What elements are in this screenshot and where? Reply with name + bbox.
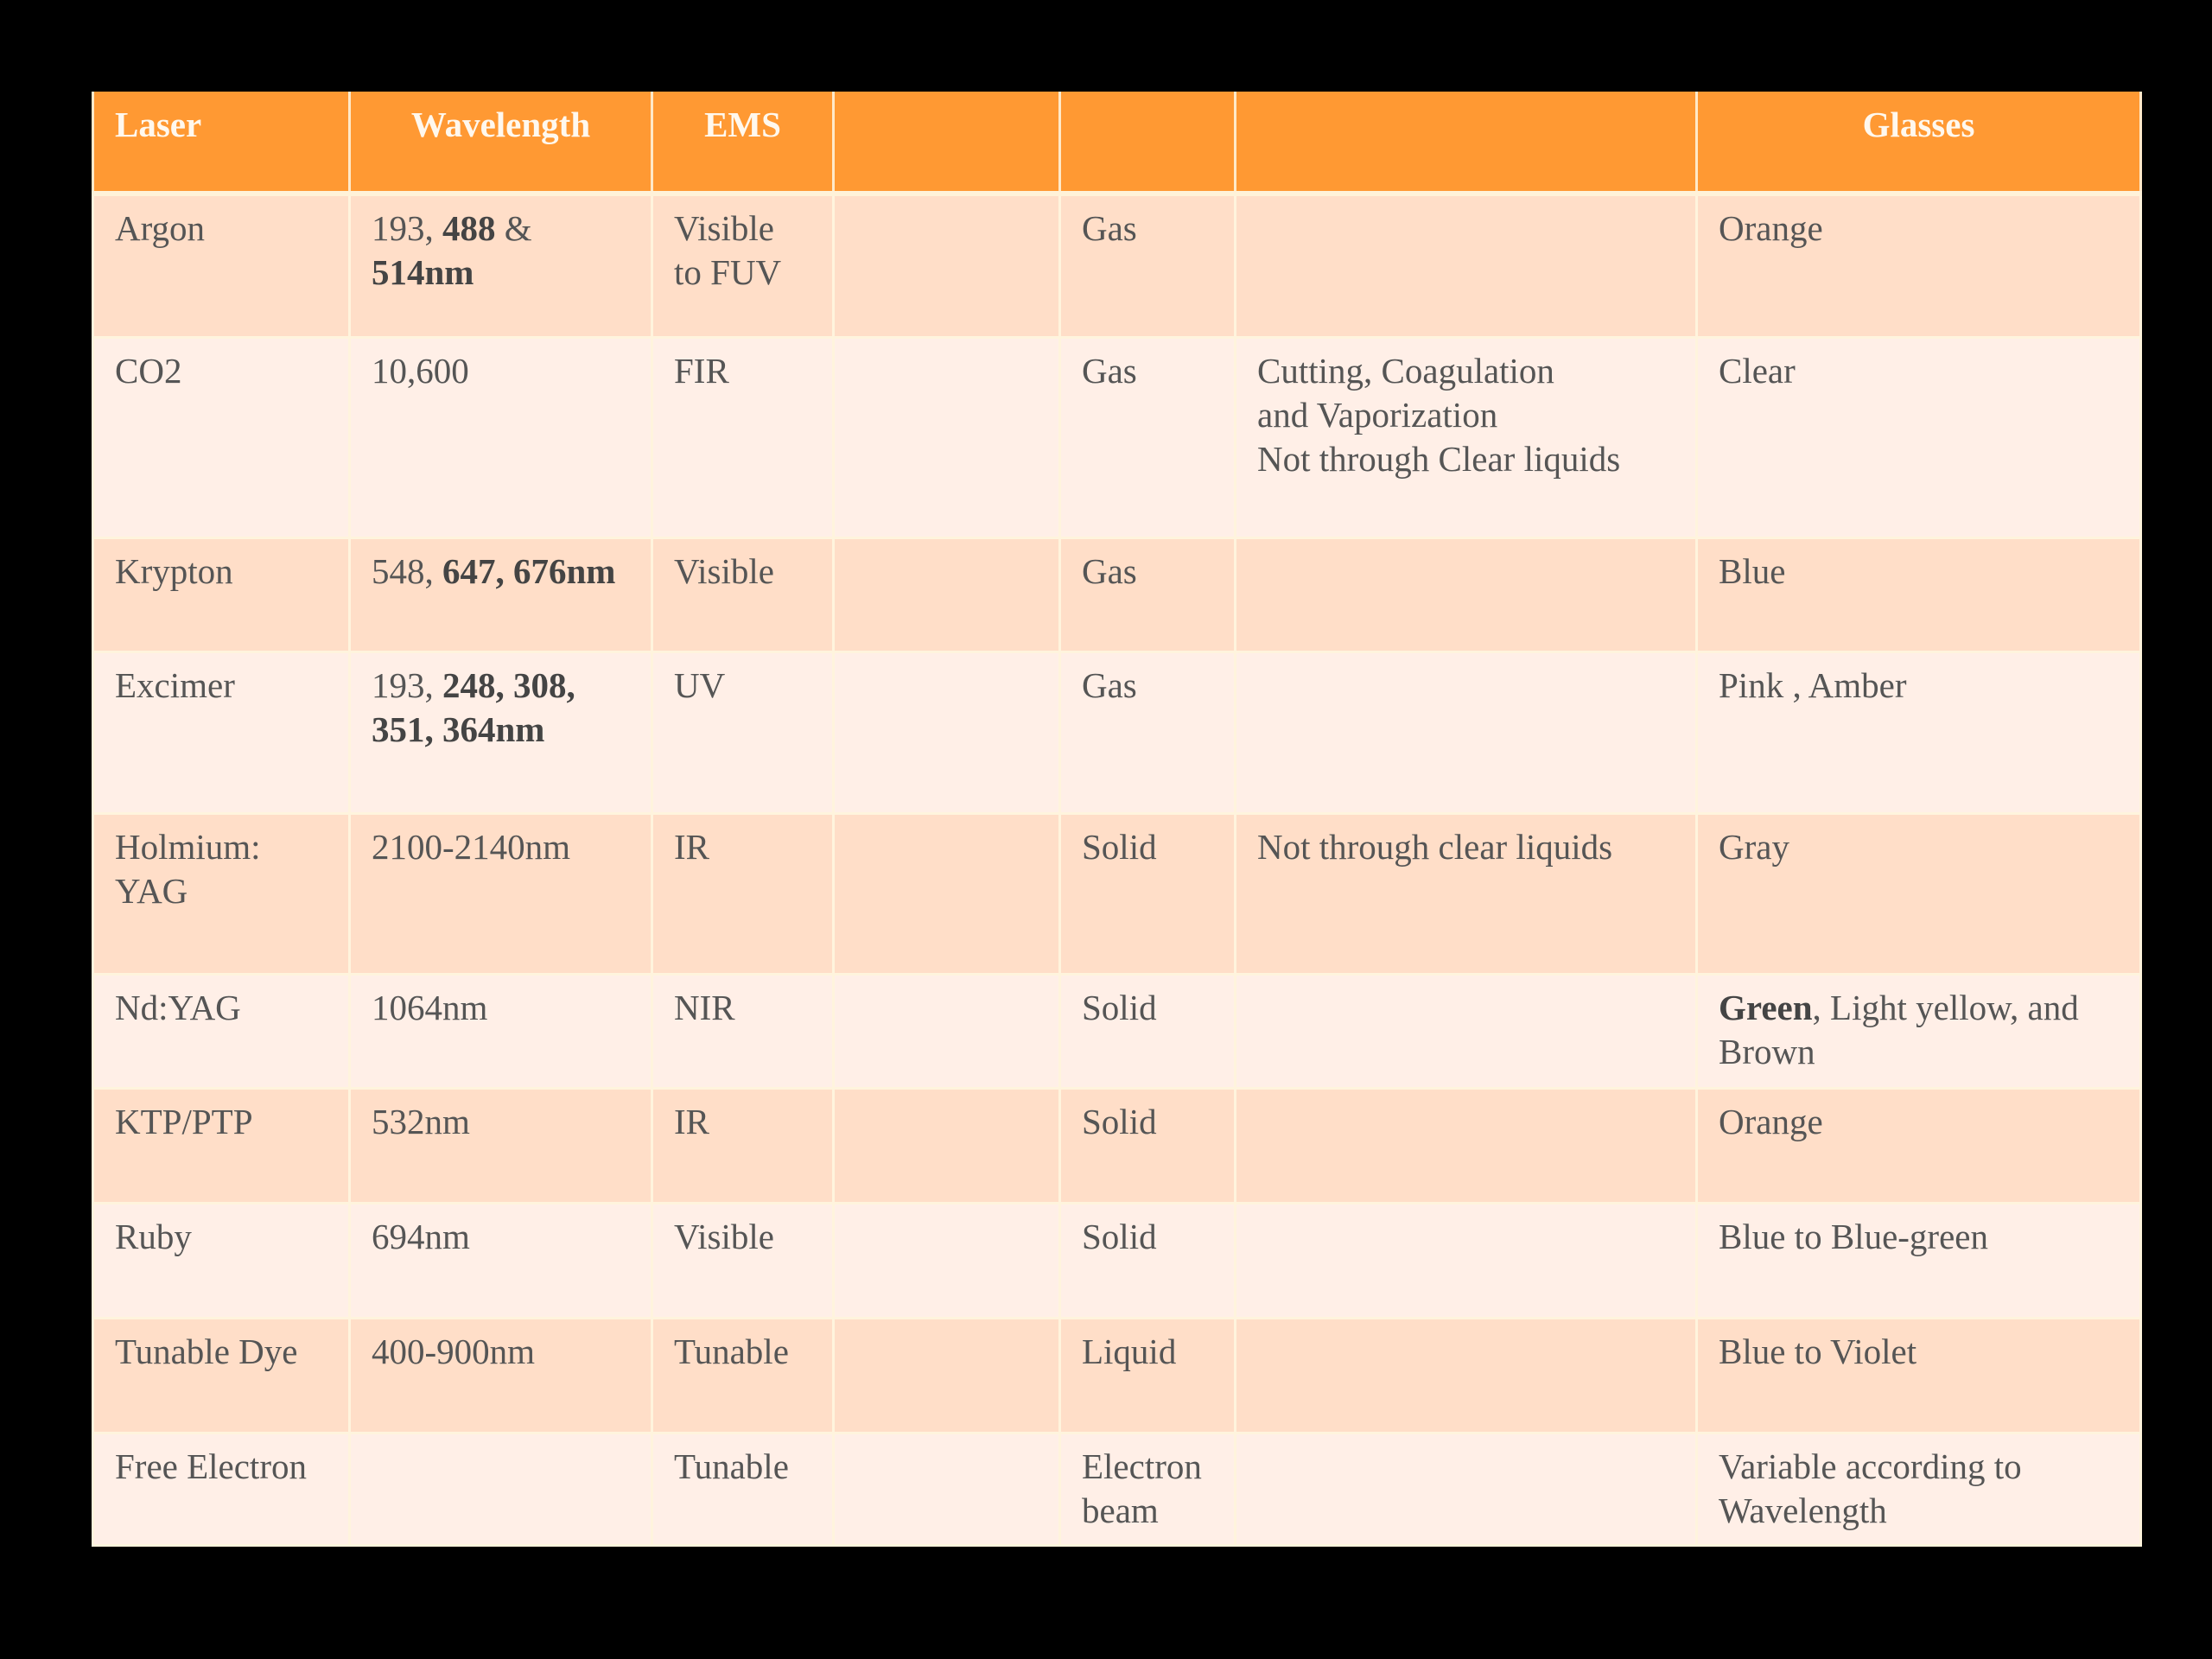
cell-type: Gas xyxy=(1060,194,1236,337)
cell-laser: KTP/PTP xyxy=(93,1088,350,1203)
cell-type: Electron beam xyxy=(1060,1433,1236,1545)
cell-laser: Ruby xyxy=(93,1203,350,1318)
glasses-text: Clear xyxy=(1719,350,1796,391)
cell-glasses xyxy=(1697,1318,2141,1433)
glasses-text: Blue to Violet xyxy=(1719,1331,1917,1371)
cell-col4 xyxy=(834,1318,1060,1433)
wavelength-text: 532nm xyxy=(372,1101,470,1141)
table-body xyxy=(93,194,2141,1545)
cell-wavelength xyxy=(350,1088,652,1203)
table-row xyxy=(93,537,2141,652)
table-row xyxy=(93,652,2141,813)
cell-wavelength xyxy=(350,974,652,1088)
cell-ems: Tunable xyxy=(652,1433,834,1545)
cell-laser: Tunable Dye xyxy=(93,1318,350,1433)
wavelength-bold-text: 514nm xyxy=(372,252,474,292)
cell-laser: Nd:YAG xyxy=(93,974,350,1088)
cell-glasses xyxy=(1697,337,2141,537)
cell-notes: Not through clear liquids xyxy=(1236,813,1697,974)
table-row xyxy=(93,1433,2141,1545)
cell-notes xyxy=(1236,1088,1697,1203)
header-row xyxy=(93,92,2141,194)
glasses-text: Variable according to Wavelength xyxy=(1719,1446,2022,1530)
wavelength-bold-text: 647, 676nm xyxy=(442,550,616,591)
cell-ems: NIR xyxy=(652,974,834,1088)
cell-glasses xyxy=(1697,974,2141,1088)
table-row xyxy=(93,337,2141,537)
header-wavelength: Wavelength xyxy=(350,92,652,194)
cell-glasses xyxy=(1697,1203,2141,1318)
cell-col4 xyxy=(834,1203,1060,1318)
cell-notes xyxy=(1236,194,1697,337)
cell-type: Solid xyxy=(1060,813,1236,974)
wavelength-bold-text: 248, 308, 351, 364nm xyxy=(372,664,575,749)
wavelength-text: 1064nm xyxy=(372,987,488,1027)
cell-ems: UV xyxy=(652,652,834,813)
cell-col4 xyxy=(834,537,1060,652)
glasses-text: Gray xyxy=(1719,826,1789,867)
cell-type: Gas xyxy=(1060,652,1236,813)
cell-wavelength xyxy=(350,813,652,974)
cell-glasses xyxy=(1697,537,2141,652)
table-row xyxy=(93,1088,2141,1203)
cell-type: Liquid xyxy=(1060,1318,1236,1433)
cell-wavelength xyxy=(350,652,652,813)
wavelength-text: 193, xyxy=(372,664,442,705)
cell-wavelength xyxy=(350,337,652,537)
cell-col4 xyxy=(834,813,1060,974)
laser-table xyxy=(92,92,2142,1547)
wavelength-text: 10,600 xyxy=(372,350,469,391)
header-col6 xyxy=(1236,92,1697,194)
cell-laser: Krypton xyxy=(93,537,350,652)
cell-col4 xyxy=(834,974,1060,1088)
cell-type: Gas xyxy=(1060,537,1236,652)
cell-glasses xyxy=(1697,652,2141,813)
cell-notes xyxy=(1236,1318,1697,1433)
header-col4 xyxy=(834,92,1060,194)
cell-col4 xyxy=(834,652,1060,813)
cell-wavelength xyxy=(350,1318,652,1433)
cell-ems: Visible xyxy=(652,537,834,652)
glasses-bold-text: Green xyxy=(1719,987,1813,1027)
cell-notes xyxy=(1236,652,1697,813)
cell-ems: IR xyxy=(652,813,834,974)
cell-wavelength xyxy=(350,537,652,652)
cell-notes xyxy=(1236,1433,1697,1545)
cell-ems: Visible xyxy=(652,1203,834,1318)
glasses-text: Pink , Amber xyxy=(1719,664,1907,705)
cell-col4 xyxy=(834,194,1060,337)
table-row xyxy=(93,1318,2141,1433)
cell-laser: Holmium: YAG xyxy=(93,813,350,974)
cell-col4 xyxy=(834,1433,1060,1545)
cell-wavelength xyxy=(350,194,652,337)
glasses-text: Blue to Blue-green xyxy=(1719,1216,1988,1256)
cell-notes xyxy=(1236,974,1697,1088)
cell-col4 xyxy=(834,337,1060,537)
cell-ems: FIR xyxy=(652,337,834,537)
glasses-text: , Light yellow, and Brown xyxy=(1719,987,2079,1071)
wavelength-text: 694nm xyxy=(372,1216,470,1256)
header-ems: EMS xyxy=(652,92,834,194)
cell-type: Solid xyxy=(1060,1088,1236,1203)
cell-laser: CO2 xyxy=(93,337,350,537)
table-row xyxy=(93,813,2141,974)
wavelength-tail-text: & xyxy=(495,208,532,248)
cell-type: Gas xyxy=(1060,337,1236,537)
wavelength-bold-text: 488 xyxy=(442,208,496,248)
cell-glasses xyxy=(1697,1088,2141,1203)
cell-ems: IR xyxy=(652,1088,834,1203)
cell-laser: Excimer xyxy=(93,652,350,813)
cell-type: Solid xyxy=(1060,1203,1236,1318)
cell-glasses xyxy=(1697,813,2141,974)
wavelength-text: 548, xyxy=(372,550,442,591)
cell-glasses xyxy=(1697,1433,2141,1545)
header-laser: Laser xyxy=(93,92,350,194)
glasses-text: Blue xyxy=(1719,550,1786,591)
wavelength-text: 193, xyxy=(372,208,442,248)
table-row xyxy=(93,974,2141,1088)
header-glasses: Glasses xyxy=(1697,92,2141,194)
cell-notes xyxy=(1236,1203,1697,1318)
header-col5 xyxy=(1060,92,1236,194)
glasses-text: Orange xyxy=(1719,208,1823,248)
wavelength-text: 400-900nm xyxy=(372,1331,536,1371)
cell-notes xyxy=(1236,537,1697,652)
glasses-text: Orange xyxy=(1719,1101,1823,1141)
table-row xyxy=(93,1203,2141,1318)
cell-wavelength xyxy=(350,1433,652,1545)
wavelength-text: 2100-2140nm xyxy=(372,826,571,867)
cell-ems: Tunable xyxy=(652,1318,834,1433)
cell-laser: Free Electron xyxy=(93,1433,350,1545)
cell-glasses xyxy=(1697,194,2141,337)
cell-col4 xyxy=(834,1088,1060,1203)
cell-wavelength xyxy=(350,1203,652,1318)
cell-laser: Argon xyxy=(93,194,350,337)
cell-ems: Visible to FUV xyxy=(652,194,834,337)
cell-type: Solid xyxy=(1060,974,1236,1088)
table-row xyxy=(93,194,2141,337)
cell-notes: Cutting, Coagulation and Vaporization Not through Clear liquids xyxy=(1236,337,1697,537)
